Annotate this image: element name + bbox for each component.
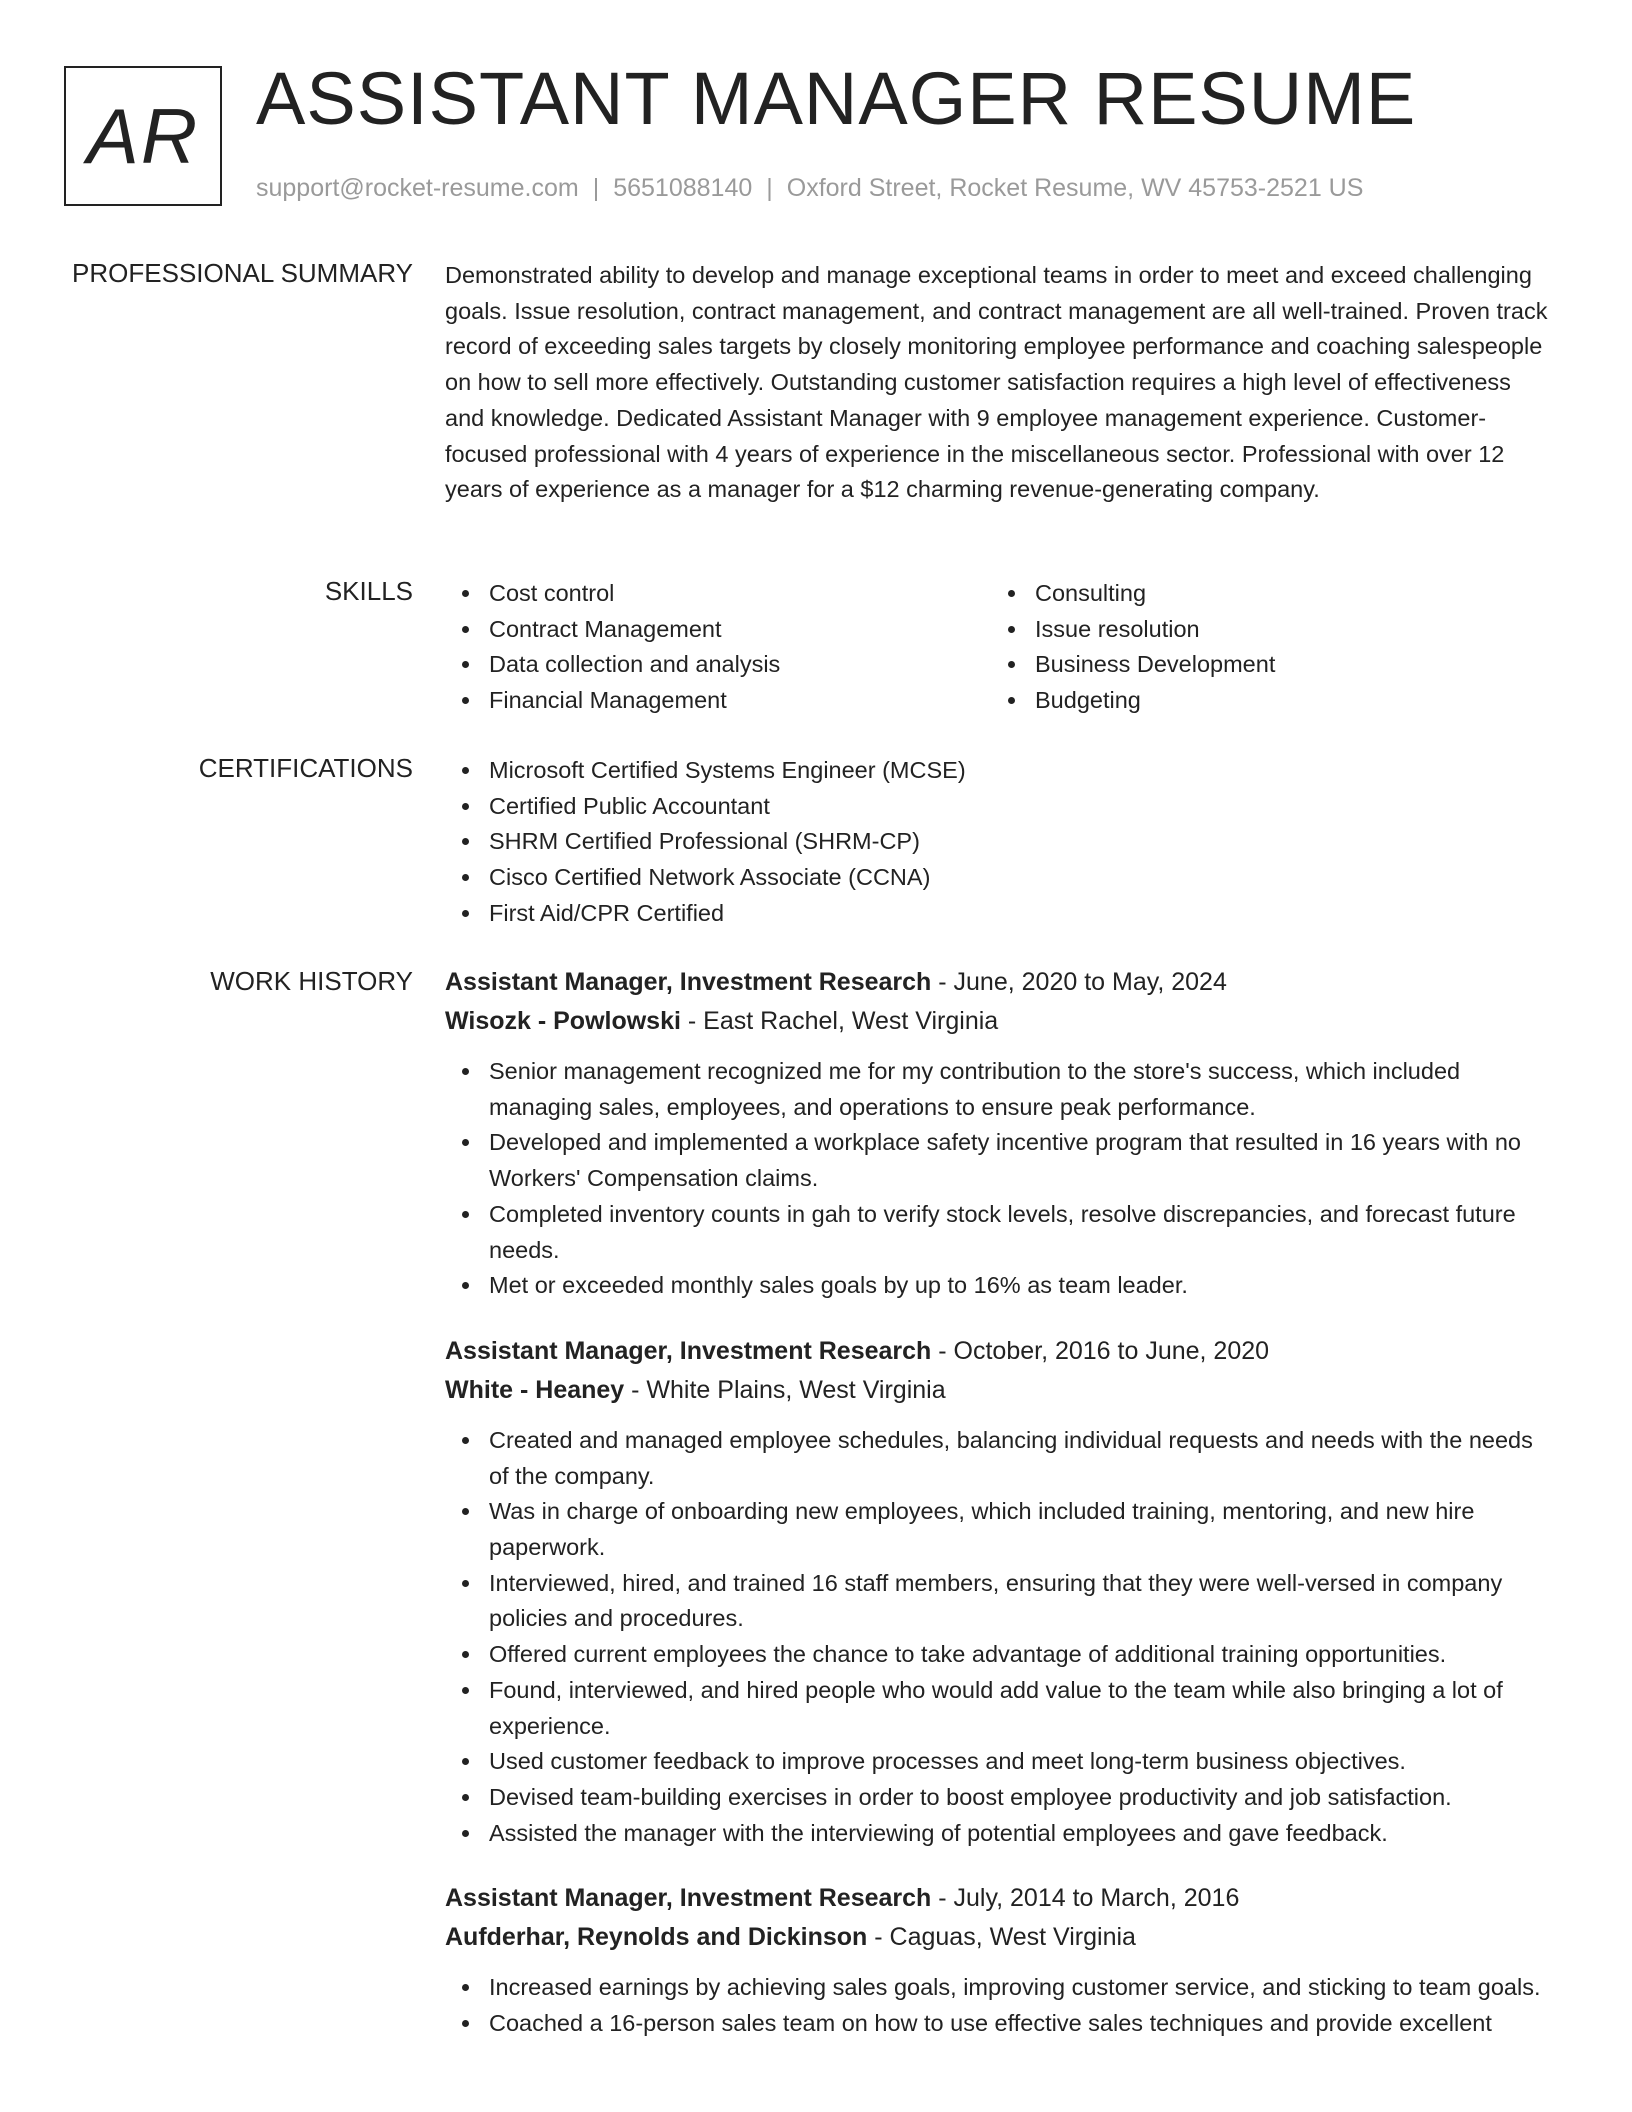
contact-separator: | bbox=[592, 174, 600, 202]
job-title-line bbox=[445, 1332, 1555, 1371]
job-bullets bbox=[445, 1970, 1555, 2041]
skills-list-left bbox=[445, 576, 991, 719]
job-dates: - June, 2020 to May, 2024 bbox=[931, 968, 1227, 996]
job-entry bbox=[445, 1879, 1555, 2041]
skill-item: Contract Management bbox=[445, 612, 991, 648]
skills-section bbox=[445, 576, 1555, 719]
job-title: Assistant Manager, Investment Research bbox=[445, 1884, 932, 1913]
skill-item: Data collection and analysis bbox=[445, 647, 991, 683]
job-location: - Caguas, West Virginia bbox=[867, 1923, 1136, 1952]
job-location: - White Plains, West Virginia bbox=[624, 1375, 946, 1404]
skill-item: Financial Management bbox=[445, 683, 991, 719]
job-company-line bbox=[445, 1918, 1555, 1957]
contact-separator: | bbox=[766, 174, 773, 202]
monogram-box bbox=[64, 66, 222, 206]
skill-item: Consulting bbox=[991, 576, 1537, 612]
certification-item: First Aid/CPR Certified bbox=[445, 896, 1555, 932]
contact-address: Oxford Street, Rocket Resume, WV 45753-2521 US bbox=[786, 174, 1364, 202]
job-title-line bbox=[445, 1879, 1555, 1918]
job-company: White - Heaney bbox=[445, 1375, 625, 1404]
job-bullet: Coached a 16-person sales team on how to use effective sales techniques and provide excellent bbox=[445, 2006, 1555, 2042]
job-company: Wisozk - Powlowski bbox=[445, 1007, 681, 1035]
job-bullet: Met or exceeded monthly sales goals by up to 16% as team leader. bbox=[445, 1268, 1555, 1304]
contact-line bbox=[256, 174, 1363, 203]
certification-item: Cisco Certified Network Associate (CCNA) bbox=[445, 860, 1555, 896]
job-bullet: Found, interviewed, and hired people who would add value to the team while also bringing a lot of experience. bbox=[445, 1673, 1555, 1744]
job-bullet: Offered current employees the chance to take advantage of additional training opportunities. bbox=[445, 1637, 1555, 1673]
certification-item: Certified Public Accountant bbox=[445, 789, 1555, 825]
job-bullet: Used customer feedback to improve processes and meet long-term business objectives. bbox=[445, 1744, 1555, 1780]
contact-email[interactable]: support@rocket-resume.com bbox=[256, 174, 579, 202]
skill-item: Issue resolution bbox=[991, 612, 1537, 648]
job-bullet: Assisted the manager with the interviewing of potential employees and gave feedback. bbox=[445, 1816, 1555, 1852]
work-history-section bbox=[445, 963, 1555, 2070]
job-bullet: Developed and implemented a workplace safety incentive program that resulted in 16 years with no Workers' Compensation claims. bbox=[445, 1125, 1555, 1196]
certifications-section bbox=[445, 753, 1555, 932]
certification-item: SHRM Certified Professional (SHRM-CP) bbox=[445, 824, 1555, 860]
job-title-line bbox=[445, 963, 1555, 1002]
job-company-line bbox=[445, 1002, 1555, 1041]
skill-item: Budgeting bbox=[991, 683, 1537, 719]
skills-grid bbox=[445, 576, 1555, 719]
job-dates: - October, 2016 to June, 2020 bbox=[931, 1336, 1270, 1365]
job-location: - East Rachel, West Virginia bbox=[680, 1007, 999, 1035]
job-entry bbox=[445, 963, 1555, 1304]
skills-list-right bbox=[991, 576, 1537, 719]
job-dates: - July, 2014 to March, 2016 bbox=[931, 1884, 1240, 1913]
job-bullet: Devised team-building exercises in order to boost employee productivity and job satisfaction. bbox=[445, 1780, 1555, 1816]
job-bullet: Created and managed employee schedules, balancing individual requests and needs with the needs of the company. bbox=[445, 1423, 1555, 1494]
certifications-list bbox=[445, 753, 1555, 932]
summary-section bbox=[445, 258, 1555, 508]
monogram-initials: AR bbox=[86, 91, 200, 180]
job-title: Assistant Manager, Investment Research bbox=[445, 968, 932, 996]
certifications-label: CERTIFICATIONS bbox=[198, 753, 413, 783]
certification-item: Microsoft Certified Systems Engineer (MCSE) bbox=[445, 753, 1555, 789]
skills-label: SKILLS bbox=[324, 576, 413, 606]
job-bullet: Senior management recognized me for my contribution to the store's success, which included managing sales, employees, and operations to ensure peak performance. bbox=[445, 1054, 1555, 1125]
job-bullets bbox=[445, 1054, 1555, 1304]
summary-text: Demonstrated ability to develop and manage exceptional teams in order to meet and exceed challenging goals. Issue resolution, contract management, and contract management are all well-trained. Proven track record of exceeding sales targets by closely monitoring employee performance and coaching salespeople on how to sell more effectively. Outstanding customer satisfaction requires a high level of effectiveness and knowledge. Dedicated Assistant Manager with 9 employee management experience. Customer-focused professional with 4 years of experience in the miscellaneous sector. Professional with over 12 years of experience as a manager for a $12 charming revenue-generating company. bbox=[445, 262, 1548, 503]
contact-phone[interactable]: 5651088140 bbox=[613, 174, 753, 202]
job-bullet: Interviewed, hired, and trained 16 staff members, ensuring that they were well-versed in company policies and procedures. bbox=[445, 1566, 1555, 1637]
job-bullets bbox=[445, 1423, 1555, 1851]
job-company-line bbox=[445, 1371, 1555, 1410]
job-bullet: Increased earnings by achieving sales goals, improving customer service, and sticking to team goals. bbox=[445, 1970, 1555, 2006]
work-history-label: WORK HISTORY bbox=[210, 966, 413, 996]
skill-item: Cost control bbox=[445, 576, 991, 612]
job-entry bbox=[445, 1332, 1555, 1851]
job-company: Aufderhar, Reynolds and Dickinson bbox=[445, 1923, 868, 1952]
skill-item: Business Development bbox=[991, 647, 1537, 683]
job-bullet: Completed inventory counts in gah to verify stock levels, resolve discrepancies, and forecast future needs. bbox=[445, 1197, 1555, 1268]
resume-title: ASSISTANT MANAGER RESUME bbox=[256, 57, 1417, 140]
job-bullet: Was in charge of onboarding new employees, which included training, mentoring, and new hire paperwork. bbox=[445, 1494, 1555, 1565]
summary-label: PROFESSIONAL SUMMARY bbox=[72, 258, 413, 288]
job-title: Assistant Manager, Investment Research bbox=[445, 1336, 932, 1365]
